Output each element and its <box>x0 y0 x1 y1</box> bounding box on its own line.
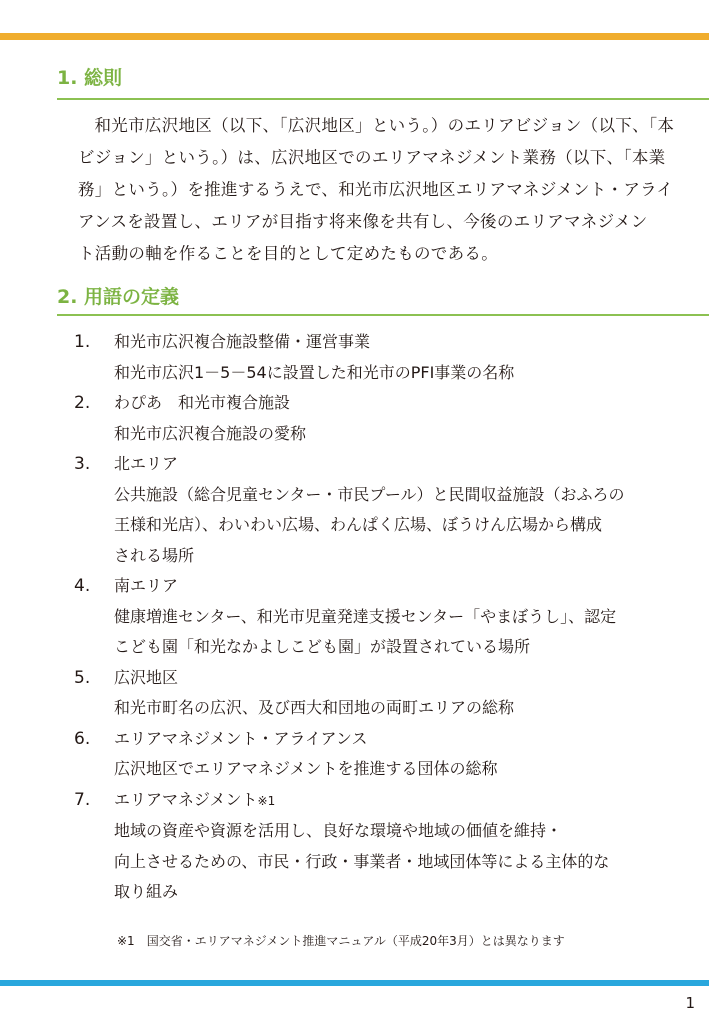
paragraph-line: ト活動の軸を作ることを目的として定めたものである。 <box>78 244 498 263</box>
definition-number: 1. <box>74 332 91 352</box>
definition-term <box>72 388 672 419</box>
definition-description: 和光市町名の広沢、及び西大和団地の両町エリアの総称 <box>114 698 515 717</box>
definition-term <box>72 724 672 755</box>
definition-item <box>72 388 672 449</box>
definition-description: 健康増進センター、和光市児童発達支援センター「やまぼうし」、認定 <box>114 606 617 626</box>
definition-description: 取り組み <box>114 882 179 901</box>
definition-description: 向上させるための、市民・行政・事業者・地域団体等による主体的な <box>114 851 610 871</box>
definition-description: 王様和光店）、わいわい広場、わんぱく広場、ぼうけん広場から構成 <box>114 515 603 534</box>
definition-number: 2. <box>74 393 91 413</box>
definition-item <box>72 724 672 785</box>
definition-item <box>72 571 672 663</box>
term-text: 北エリア <box>114 454 179 473</box>
definition-description: 公共施設（総合児童センター・市民プール）と民間収益施設（おふろの <box>114 484 625 504</box>
definition-item <box>72 663 672 724</box>
footnote: ※1 国交省・エリアマネジメント推進マニュアル（平成20年3月）とは異なります <box>117 934 565 948</box>
section-divider <box>57 98 709 100</box>
page-number: 1 <box>685 994 695 1012</box>
term-text: 南エリア <box>114 576 179 595</box>
general-paragraph <box>78 110 678 270</box>
definition-term <box>72 571 672 602</box>
term-text: 広沢地区 <box>114 667 179 687</box>
term-text: わぴあ 和光市複合施設 <box>114 393 291 412</box>
paragraph-line: 和光市広沢地区（以下、「広沢地区」という。）のエリアビジョン（以下、「本 <box>94 116 675 135</box>
paragraph-line: アンスを設置し、エリアが目指す将来像を共有し、今後のエリアマネジメン <box>78 212 648 231</box>
term-text: 和光市広沢複合施設整備・運営事業 <box>114 332 371 351</box>
definition-number: 4. <box>74 576 91 596</box>
definition-number: 3. <box>74 454 91 474</box>
definition-term <box>72 663 672 694</box>
top-accent-bar <box>0 33 709 40</box>
definition-description: 和光市広沢1－5－54に設置した和光市のPFI事業の名称 <box>114 362 515 382</box>
section-divider <box>57 314 709 316</box>
definition-term <box>72 449 672 480</box>
definition-item <box>72 327 672 388</box>
definition-item <box>72 785 672 908</box>
section-heading-definitions: 2. 用語の定義 <box>57 286 180 308</box>
definition-description: 地域の資産や資源を活用し、良好な環境や地域の価値を維持・ <box>114 821 563 840</box>
definition-number: 5. <box>74 667 91 688</box>
section-heading-general: 1. 総則 <box>57 67 123 89</box>
definitions-list <box>72 327 672 908</box>
definition-term <box>72 327 672 358</box>
definition-description: 広沢地区でエリアマネジメントを推進する団体の総称 <box>114 759 498 778</box>
definition-item <box>72 449 672 571</box>
bottom-accent-bar <box>0 980 709 986</box>
definition-number: 6. <box>74 728 91 749</box>
paragraph-line: 務」という。）を推進するうえで、和光市広沢地区エリアマネジメント・アライ <box>78 180 674 199</box>
definition-description: 和光市広沢複合施設の愛称 <box>114 423 307 443</box>
footnote-marker: ※1 <box>257 793 276 808</box>
definition-description: こども園「和光なかよしこども園」が設置されている場所 <box>114 637 531 656</box>
definition-number: 7. <box>74 789 91 810</box>
term-text: エリアマネジメント <box>114 789 258 809</box>
definition-term <box>72 785 672 817</box>
term-text: エリアマネジメント・アライアンス <box>114 728 368 748</box>
definition-description: される場所 <box>114 545 195 565</box>
paragraph-line: ビジョン」という。）は、広沢地区でのエリアマネジメント業務（以下、「本業 <box>78 148 666 167</box>
